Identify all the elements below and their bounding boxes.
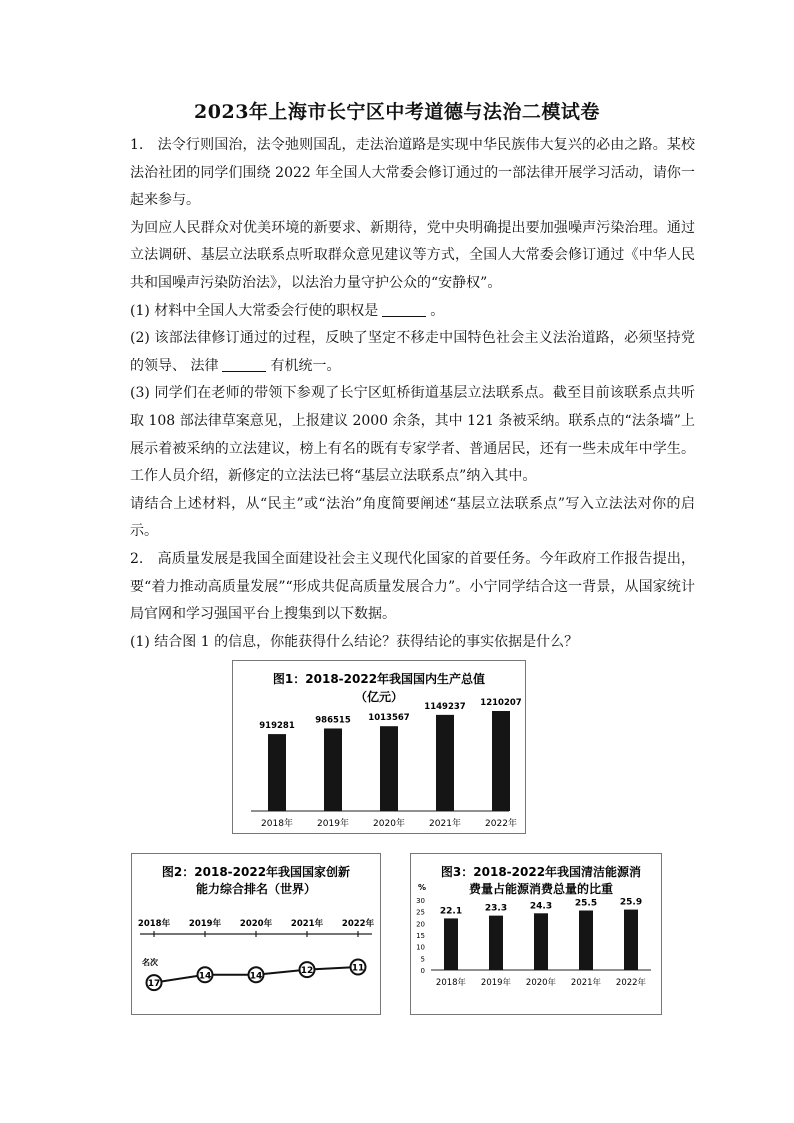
tick-label: 2018年	[261, 819, 293, 829]
data-label: 14	[198, 971, 212, 982]
data-label: 17	[147, 979, 161, 990]
q1-sub2	[130, 325, 695, 380]
data-label: 25.5	[574, 898, 598, 909]
tick-label: 2021年	[429, 819, 461, 829]
y-tick-label: 25	[416, 908, 425, 917]
bar	[579, 911, 593, 971]
bar	[436, 715, 454, 811]
y-tick-label: 10	[416, 943, 425, 952]
q2-intro: 2. 高质量发展是我国全面建设社会主义现代化国家的首要任务。今年政府工作报告提出，要“着力推动高质量发展”“形成共促高质量发展合力”。小宁同学结合这一背景，从国家统计局官网和学习强国平台上搜集到以下数据。	[130, 550, 695, 623]
answer-blank[interactable]	[382, 302, 426, 317]
page-title: 2023年上海市长宁区中考道德与法治二模试卷	[194, 101, 600, 123]
y-tick-label: 15	[416, 932, 425, 940]
data-label: 23.3	[484, 903, 508, 914]
tick-label: 2021年	[570, 978, 602, 988]
data-label: 22.1	[439, 906, 463, 917]
data-label: 1013567	[368, 713, 410, 724]
data-label: 11	[351, 963, 365, 974]
bar	[489, 916, 503, 970]
data-label: 919281	[259, 721, 295, 732]
y-tick-label: 20	[416, 920, 425, 929]
tick-label: 2019年	[317, 819, 349, 829]
data-label: 1149237	[424, 701, 466, 712]
y-tick-label: 0	[420, 967, 425, 975]
y-axis-unit: %	[418, 883, 427, 892]
tick-label: 2019年	[188, 919, 222, 929]
tick-label: 2018年	[435, 978, 467, 988]
q1-material: 为回应人民群众对优美环境的新要求、新期待，党中央明确提出要加强噪声污染治理。通过立法调研、基层立法联系点听取群众意见建议等方式，全国人大常委会修订通过《中华人民共和国噪声污染防治法》，以法治力量守护公众的“安静权”。	[130, 219, 695, 291]
tick-label: 2022年	[341, 919, 375, 929]
q1-task: 请结合上述材料，从“民主”或“法治”角度简要阐述“基层立法联系点”写入立法法对你的启示。	[130, 495, 695, 540]
tick-label: 2019年	[480, 978, 512, 988]
chart-subtitle: （亿元）	[354, 690, 404, 704]
tick-label: 2022年	[485, 819, 517, 829]
q1-intro: 1. 法令行则国治，法令弛则国乱，走法治道路是实现中华民族伟大复兴的必由之路。某校法治社团的同学们围绕 2022 年全国人大常委会修订通过的一部法律开展学习活动，请你一起来参与。	[130, 137, 695, 209]
chart-title: 图2：2018-2022年我国国家创新	[161, 865, 351, 879]
bar	[492, 711, 510, 811]
q1-sub1-text: (1) 材料中全国人大常委会行使的职权是	[130, 302, 379, 319]
chart-title: 图3：2018-2022年我国清洁能源消	[440, 865, 642, 879]
data-label: 1210207	[480, 698, 522, 708]
y-tick-label: 30	[416, 897, 425, 905]
figure-1-chart	[233, 661, 525, 833]
tick-label: 2020年	[373, 819, 405, 829]
chart-subtitle: 费量占能源消费总量的比重	[468, 882, 614, 896]
bar	[324, 728, 342, 811]
figure-2	[131, 853, 381, 1015]
exam-body	[130, 132, 695, 656]
bar	[624, 910, 638, 970]
tick-label: 2020年	[525, 978, 557, 988]
bar	[534, 913, 548, 970]
data-label: 25.9	[619, 897, 643, 908]
tick-label: 2021年	[290, 919, 324, 929]
data-label: 14	[249, 971, 263, 982]
bar	[380, 726, 398, 811]
figure-1	[232, 660, 526, 834]
q1-sub3: (3) 同学们在老师的带领下参观了长宁区虹桥街道基层立法联系点。截至目前该联系点共听取 108 部法律草案意见，上报建议 2000 余条，其中 121 条被采纳。联系点的“法条墙”上展示着被采纳的立法建议，榜上有名的既有专家学者、普通居民，还有一些未成年中学生。工作人员介绍，新修定的立法法已将“基层立法联系点”纳入其中。	[130, 385, 695, 485]
y-tick-label: 5	[420, 955, 425, 964]
figure-3-chart	[411, 854, 661, 1014]
q1-sub2-text: (2) 该部法律修订通过的过程，反映了坚定不移走中国特色社会主义法治道路，必须坚持党的领导、 法律	[130, 330, 695, 374]
tick-label: 2022年	[615, 978, 647, 988]
q1-sub1	[130, 298, 695, 326]
q2-sub1: (1) 结合图 1 的信息，你能获得什么结论？获得结论的事实依据是什么？	[130, 633, 579, 650]
bar	[444, 918, 458, 970]
bar	[268, 734, 286, 811]
answer-blank[interactable]	[222, 357, 266, 372]
data-label: 12	[300, 966, 314, 977]
chart-subtitle: 能力综合排名（世界）	[195, 882, 317, 896]
tick-label: 2020年	[239, 919, 273, 929]
q1-sub1-end: 。	[430, 302, 445, 319]
tick-label: 2018年	[137, 919, 171, 929]
chart-title: 图1：2018-2022年我国国内生产总值	[272, 672, 486, 686]
figure-3	[410, 853, 662, 1015]
q1-sub2-end: 有机统一。	[270, 357, 341, 374]
y-axis-label: 名次	[142, 958, 158, 967]
figure-2-chart	[132, 854, 380, 1014]
data-label: 986515	[315, 715, 351, 726]
data-label: 24.3	[529, 901, 553, 912]
